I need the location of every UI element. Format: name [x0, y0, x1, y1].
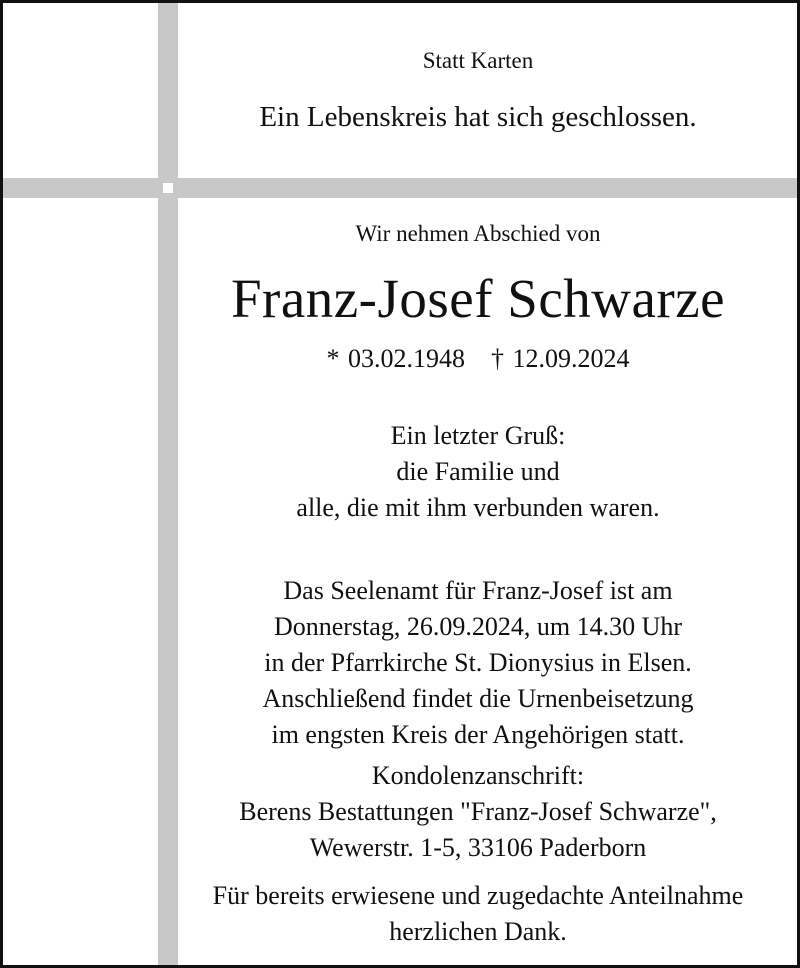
- thanks-block: [183, 878, 773, 950]
- thanks-line: Für bereits erwiesene und zugedachte Anteilnahme: [212, 881, 744, 910]
- death-date: 12.09.2024: [512, 344, 630, 373]
- header-lebenskreis: Ein Lebenskreis hat sich geschlossen.: [259, 101, 697, 133]
- service-line: im engsten Kreis der Angehörigen statt.: [271, 720, 685, 749]
- service-line: Donnerstag, 26.09.2024, um 14.30 Uhr: [273, 612, 682, 641]
- birth-symbol: *: [326, 344, 340, 373]
- header-statt-karten: Statt Karten: [422, 48, 534, 73]
- greeting-block: [183, 418, 773, 526]
- greeting-line: alle, die mit ihm verbunden waren.: [296, 493, 660, 522]
- service-line: in der Pfarrkirche St. Dionysius in Elsen.: [264, 648, 692, 677]
- cross-center: [158, 178, 178, 198]
- life-dates: [183, 346, 773, 372]
- intro-text: Wir nehmen Abschied von: [355, 221, 601, 246]
- greeting-line: die Familie und: [396, 457, 560, 486]
- service-block: [183, 573, 773, 753]
- death-symbol: †: [491, 344, 504, 373]
- greeting-line: Ein letzter Gruß:: [390, 421, 566, 450]
- deceased-name: Franz-Josef Schwarze: [230, 268, 726, 329]
- service-line: Das Seelenamt für Franz-Josef ist am: [283, 576, 673, 605]
- cross-horizontal-bar: [3, 178, 800, 198]
- cross-vertical-bar: [158, 3, 178, 968]
- condolence-address-block: [183, 758, 773, 866]
- condolence-line: Kondolenzanschrift:: [371, 761, 585, 790]
- birth-date: 03.02.1948: [348, 344, 465, 373]
- thanks-line: herzlichen Dank.: [389, 917, 567, 946]
- service-line: Anschließend findet die Urnenbeisetzung: [262, 684, 694, 713]
- condolence-line: Wewerstr. 1-5, 33106 Paderborn: [309, 833, 647, 862]
- condolence-line: Berens Bestattungen "Franz-Josef Schwarze",: [239, 797, 717, 826]
